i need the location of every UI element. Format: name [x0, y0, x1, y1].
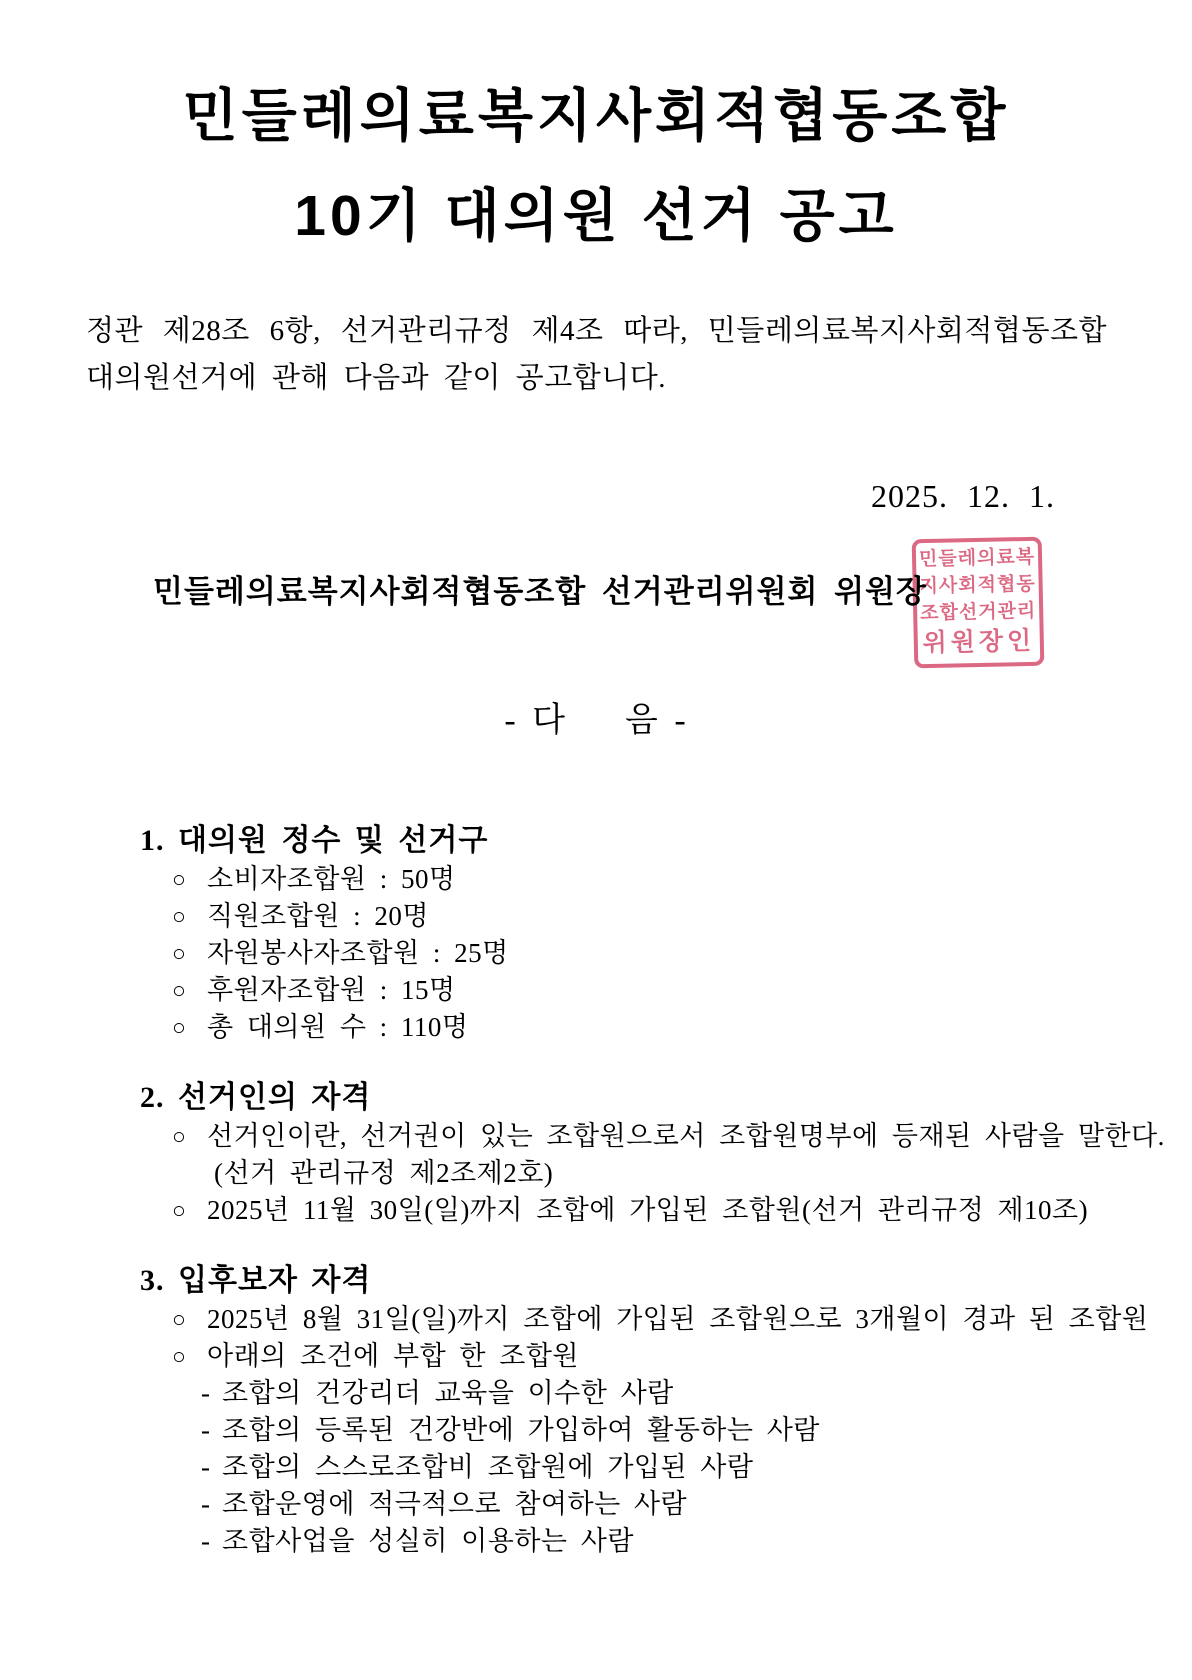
sub-list-item [0, 1486, 1130, 1523]
section-delegate-quota [0, 821, 1130, 1046]
circle-bullet-icon: ○ [172, 1198, 187, 1223]
list-item [0, 1192, 1130, 1229]
list-item-text: 선거인이란, 선거권이 있는 조합원으로서 조합원명부에 등재된 사람을 말한다. [207, 1121, 1165, 1151]
dash-bullet-icon: - [201, 1452, 211, 1482]
circle-bullet-icon: ○ [172, 1307, 187, 1332]
section-2-heading: 2. 선거인의 자격 [140, 1081, 372, 1114]
sub-list-item-text: 조합의 등록된 건강반에 가입하여 활동하는 사람 [222, 1415, 820, 1445]
circle-bullet-icon: ○ [172, 1015, 187, 1040]
official-seal-stamp [912, 537, 1045, 669]
sub-list-item [0, 1375, 1130, 1412]
list-item-text: 총 대의원 수 : 110명 [207, 1012, 469, 1042]
dash-bullet-icon: - [201, 1378, 211, 1408]
list-item-text: 2025년 11월 30일(일)까지 조합에 가입된 조합원(선거 관리규정 제10조) [207, 1195, 1089, 1225]
list-item [0, 861, 1130, 898]
section-3-heading: 3. 입후보자 자격 [140, 1264, 372, 1297]
list-item [0, 1338, 1130, 1375]
list-item [0, 935, 1130, 972]
stamp-text-row: 위원장인 [922, 626, 1036, 658]
dash-bullet-icon: - [201, 1415, 211, 1445]
sub-list-item-text: 조합의 스스로조합비 조합원에 가입된 사람 [222, 1452, 754, 1482]
list-item-text: 직원조합원 : 20명 [207, 901, 429, 931]
sections-container [0, 821, 1165, 1592]
dash-bullet-icon: - [201, 1526, 211, 1556]
stamp-text-row: 민들레의료복 [918, 546, 1036, 571]
list-item [0, 972, 1130, 1009]
list-item [0, 1118, 1165, 1155]
list-item-text: 후원자조합원 : 15명 [207, 975, 456, 1005]
intro-paragraph: 정관 제28조 6항, 선거관리규정 제4조 따라, 민들레의료복지사회적협동조합 대의원선거에 관해 다음과 같이 공고합니다. [86, 315, 1107, 394]
list-item-text: 소비자조합원 : 50명 [207, 864, 456, 894]
title-line-2: 10기 대의원 선거 공고 [294, 184, 898, 248]
sub-list-item-text: 조합의 건강리더 교육을 이수한 사람 [222, 1378, 674, 1408]
list-item-text: 자원봉사자조합원 : 25명 [207, 938, 509, 968]
list-item-text: 아래의 조건에 부합 한 조합원 [207, 1341, 579, 1371]
list-item-text: (선거 관리규정 제2조제2호) [214, 1158, 554, 1188]
list-item-text: 2025년 8월 31일(일)까지 조합에 가입된 조합원으로 3개월이 경과 된 조합원 [207, 1304, 1149, 1334]
circle-bullet-icon: ○ [172, 1124, 187, 1149]
circle-bullet-icon: ○ [172, 978, 187, 1003]
daum-divider: - 다 음 - [504, 702, 688, 739]
sub-list-item-text: 조합운영에 적극적으로 참여하는 사람 [222, 1489, 688, 1519]
list-item [0, 1009, 1130, 1046]
section-candidate-eligibility [0, 1261, 1149, 1560]
circle-bullet-icon: ○ [172, 867, 187, 892]
list-item [0, 1301, 1149, 1338]
circle-bullet-icon: ○ [172, 1344, 187, 1369]
dash-bullet-icon: - [201, 1489, 211, 1519]
section-voter-eligibility [0, 1078, 1165, 1229]
title-line-1: 민들레의료복지사회적협동조합 [182, 84, 1010, 148]
circle-bullet-icon: ○ [172, 941, 187, 966]
document-title [0, 66, 1192, 266]
stamp-text-row: 조합선거관리 [919, 600, 1037, 625]
section-1-heading: 1. 대의원 정수 및 선거구 [140, 824, 489, 857]
circle-bullet-icon: ○ [172, 904, 187, 929]
list-item [0, 898, 1130, 935]
sub-list-item-text: 조합사업을 성실히 이용하는 사람 [222, 1526, 634, 1556]
signer-line: 민들레의료복지사회적협동조합 선거관리위원회 위원장 [153, 574, 927, 609]
sub-list-item [0, 1523, 1130, 1560]
list-item-continuation [0, 1155, 1130, 1192]
announcement-date: 2025. 12. 1. [871, 478, 1055, 514]
sub-list-item [0, 1412, 1130, 1449]
stamp-text-row: 지사회적협동 [919, 573, 1036, 598]
sub-list-item [0, 1449, 1130, 1486]
